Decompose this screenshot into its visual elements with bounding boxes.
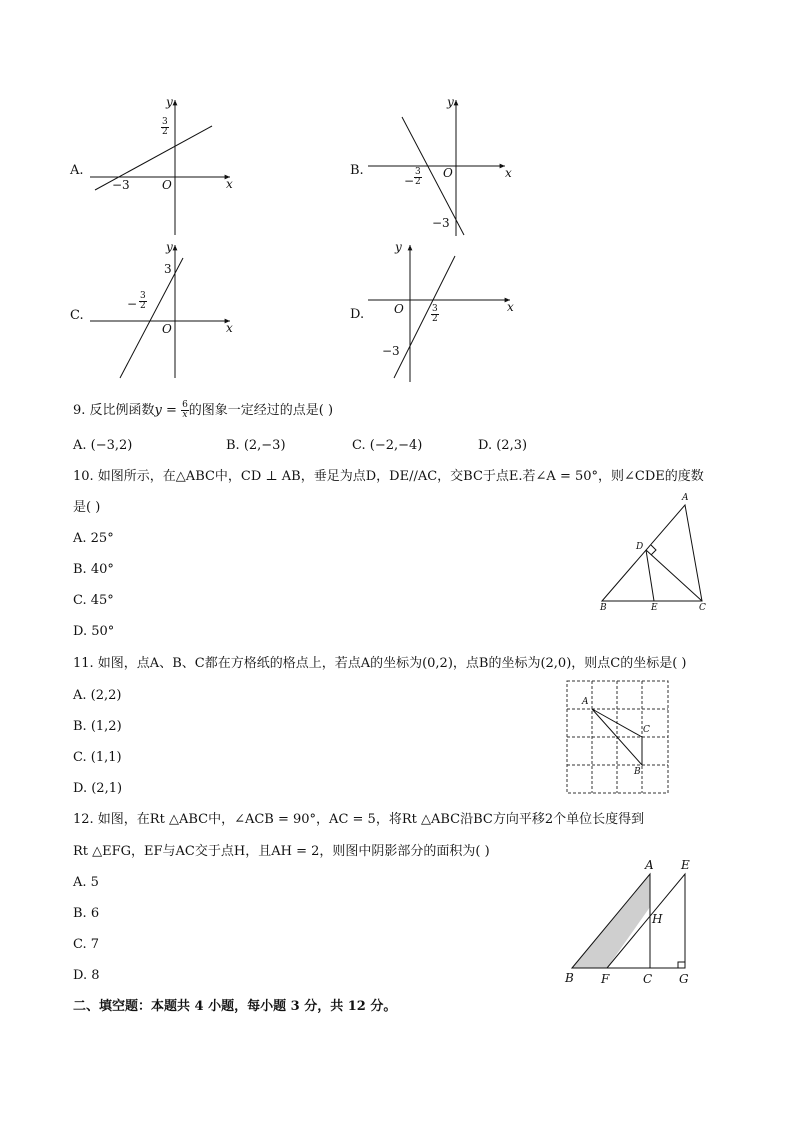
axis-x-label: x xyxy=(226,177,233,191)
q9-fraction: $\frac{6}{x}$ xyxy=(182,400,188,420)
q10-option-b[interactable]: B. 40° xyxy=(73,562,114,577)
option-a-label[interactable]: A. xyxy=(70,163,84,178)
q11-option-d[interactable]: D. (2,1) xyxy=(73,781,123,796)
point-a-label: A xyxy=(682,493,689,503)
x-intercept-fraction: $\frac{3}{2}$ xyxy=(432,304,438,324)
point-e-label: E xyxy=(651,603,658,613)
point-e-label: E xyxy=(681,858,690,872)
q10-option-a[interactable]: A. 25° xyxy=(73,531,114,546)
q9-option-a[interactable]: A. (−3,2) xyxy=(73,438,133,453)
q9-option-d[interactable]: D. (2,3) xyxy=(478,438,528,453)
point-a-label: A xyxy=(645,858,654,872)
point-b-label: B xyxy=(634,767,641,777)
q9-func: y = xyxy=(154,403,182,418)
option-b-label[interactable]: B. xyxy=(350,163,364,178)
point-h-label: H xyxy=(652,912,663,926)
right-angle-mark xyxy=(678,962,685,968)
q11-text-line1: 11. 如图，点A、B、C都在方格纸的格点上，若点A的坐标为(0,2)，点B的坐标为(2,0)，则点C的坐标是( ) xyxy=(73,656,687,671)
point-a-label: A xyxy=(582,697,589,707)
origin-label: O xyxy=(162,178,172,192)
q12-option-c[interactable]: C. 7 xyxy=(73,937,100,952)
minus-sign: − xyxy=(127,297,138,311)
q11-option-a[interactable]: A. (2,2) xyxy=(73,688,122,703)
q9-option-b[interactable]: B. (2,−3) xyxy=(226,438,286,453)
option-d-label[interactable]: D. xyxy=(350,307,365,322)
axis-x-label: x xyxy=(505,166,512,180)
x-intercept-label: −3 xyxy=(112,178,130,192)
point-b-label: B xyxy=(600,603,607,613)
q9-option-c[interactable]: C. (−2,−4) xyxy=(352,438,423,453)
q11-option-b[interactable]: B. (1,2) xyxy=(73,719,122,734)
q9-suffix: 的图象一定经过的点是( ) xyxy=(188,403,334,418)
axis-x-label: x xyxy=(226,321,233,335)
q9-prefix: 9. 反比例函数 xyxy=(73,403,155,418)
section-2-heading: 二、填空题：本题共 4 小题，每小题 3 分，共 12 分。 xyxy=(73,999,397,1014)
q12-option-d[interactable]: D. 8 xyxy=(73,968,100,983)
q10-option-c[interactable]: C. 45° xyxy=(73,593,114,608)
point-c-label: C xyxy=(643,725,650,735)
origin-label: O xyxy=(394,302,404,316)
q11-option-c[interactable]: C. (1,1) xyxy=(73,750,122,765)
q10-text-line2: 是( ) xyxy=(73,500,101,515)
q12-text-line2: Rt △EFG，EF与AC交于点H，且AH = 2，则图中阴影部分的面积为( ) xyxy=(73,844,490,859)
q12-text-line1: 12. 如图，在Rt △ABC中，∠ACB = 90°，AC = 5，将Rt △ABC沿BC方向平移2个单位长度得到 xyxy=(73,812,645,827)
axis-y-label: y xyxy=(447,95,454,109)
option-c-label[interactable]: C. xyxy=(70,308,84,323)
point-d-label: D xyxy=(636,542,644,552)
axis-y-label: y xyxy=(166,95,173,109)
point-c-label: C xyxy=(643,972,653,986)
q12-option-b[interactable]: B. 6 xyxy=(73,906,100,921)
point-f-label: F xyxy=(601,972,610,986)
y-intercept-label: −3 xyxy=(382,344,400,358)
axis-y-label: y xyxy=(166,240,173,254)
point-b-label: B xyxy=(565,971,574,985)
y-intercept-label: 3 xyxy=(164,262,172,276)
origin-label: O xyxy=(443,166,453,180)
q10-option-d[interactable]: D. 50° xyxy=(73,624,115,639)
x-intercept-fraction: $\frac{3}{2}$ xyxy=(140,291,146,311)
y-intercept-fraction: $\frac{3}{2}$ xyxy=(162,117,168,137)
axis-x-label: x xyxy=(507,300,514,314)
point-g-label: G xyxy=(679,972,689,986)
axis-y-label: y xyxy=(395,240,402,254)
origin-label: O xyxy=(162,322,172,336)
q12-option-a[interactable]: A. 5 xyxy=(73,875,99,890)
y-intercept-label: −3 xyxy=(432,216,450,230)
point-c-label: C xyxy=(699,603,706,613)
minus-sign: − xyxy=(404,174,415,188)
q10-text-line1: 10. 如图所示，在△ABC中，CD ⊥ AB，垂足为点D，DE//AC，交BC于点E.若∠A = 50°，则∠CDE的度数 xyxy=(73,469,704,484)
x-intercept-fraction: $\frac{3}{2}$ xyxy=(415,167,421,187)
